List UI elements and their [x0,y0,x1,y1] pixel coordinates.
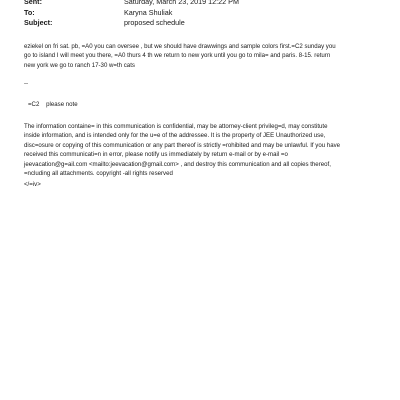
disclaimer-line: inside information, and is intended only for the u=e of the addressee. It is the property of JEE Unauthorized use, [24,132,326,140]
confidentiality-disclaimer [24,122,384,178]
subject-value: proposed schedule [124,18,185,27]
body-line: eziekel on fri sat. pb, =A0 you can oversee , but we should have drawwings and sample colors first.=C2 sunday you [24,43,336,50]
body-line: go to island I will meet you there, =A0 thurs 4 th we return to new york until you go to mila= and paris. 8-15. return [24,52,331,60]
closing-tag: </=iv> [24,181,41,188]
subject-row [24,18,384,29]
body-separator: -- [24,80,29,87]
sent-label: Sent: [24,0,42,6]
disclaimer-line: =ncluding all attachments. copyright -all rights reserved [24,170,173,178]
disclaimer-line: jeevacation@g=ail.com <mailto:jeevacation@gmail.com> , and destroy this communication and all copies thereof, [24,160,331,168]
to-row [24,8,384,19]
disclaimer-line: received this communicati=n in error, please notify us immediately by return e-mail or by e-mail =o [24,151,288,159]
disclaimer-line: The information containe= in this communication is confidential, may be attorney-client privileg=d, may constitute [24,123,328,130]
subject-label: Subject: [24,18,53,27]
sent-row [24,0,384,8]
to-value: Karyna Shuliak [124,7,173,17]
body-note: =C2 please note [28,101,78,108]
disclaimer-line: disc=osure or copying of this communication or any part thereof is strictly =rohibited and may be unlawful. If you have [24,141,341,149]
sent-value: Saturday, March 23, 2019 12:22 PM [124,0,239,6]
email-header [24,0,384,29]
email-body [24,42,374,70]
to-label: To: [24,7,35,17]
body-line: new york we go to ranch 17-30 w=th cats [24,61,135,69]
